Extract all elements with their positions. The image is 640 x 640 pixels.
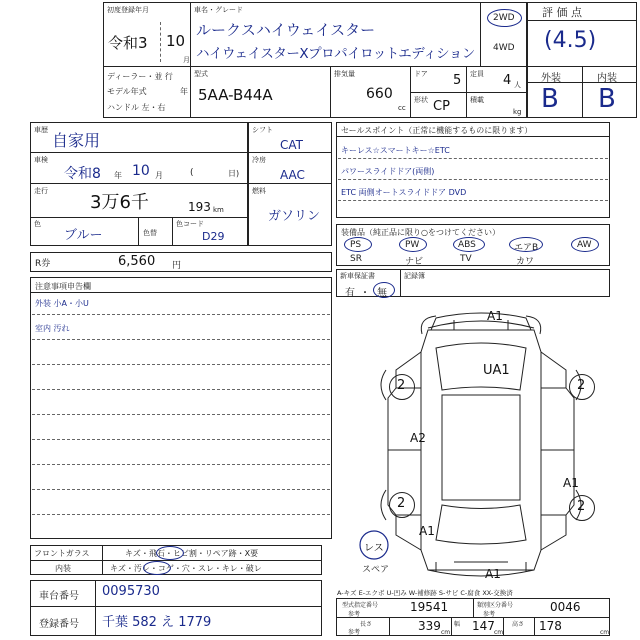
sales-points-title: セールスポイント（正常に機能するものに限ります） [341,126,533,135]
shape: CP [433,99,450,114]
mileage-main: 3万6千 [90,192,149,213]
first-reg-label: 初度登録年月 [107,6,149,14]
spare-label: レス [364,543,384,554]
drive-4wd: 4WD [493,43,515,53]
color: ブルー [64,228,103,243]
ac: AAC [280,168,305,182]
usage: 自家用 [52,131,101,150]
score-label: 評 価 点 [542,6,582,19]
car-name-label: 車名・グレード [194,6,243,14]
mark-right-front: 2 [577,378,586,393]
mark-roof-ua1: UA1 [483,363,510,378]
mark-left-rear: 2 [397,496,406,511]
drive-2wd: 2WD [493,13,515,23]
mark-front-a1: A1 [487,309,503,323]
shift: CAT [280,138,303,152]
notes-title: 注意事項申告欄 [35,282,91,291]
legend-text: A-キズ E-エクボ U-凹み W-補修跡 S-サビ C-腐食 XX-交換済 [337,589,513,597]
equipment-title: 装備品（純正品に限り○をつけてください） [341,228,500,237]
mark-left-front: 2 [397,378,406,393]
inspection-month: 10 [132,163,150,179]
drive-2wd-circle [487,9,522,27]
mileage-sub: 193 [188,200,211,214]
exterior-grade: B [541,84,559,114]
equip-pw: PW [405,240,420,250]
mark-rear-left-a1: A1 [419,524,435,538]
interior-grade: B [598,84,616,114]
sales-point-1: キーレス☆スマートキー☆ETC [341,146,450,155]
model-code: 5AA-B44A [198,86,273,104]
note-line-2: 室内 汚れ [35,324,70,333]
type-cert-number: 19541 [410,600,449,614]
capacity: 4 [503,73,512,88]
mark-left-a2: A2 [410,431,426,445]
width: 147 [472,619,495,633]
equip-aw: AW [577,240,592,250]
first-reg-era: 令和3 [108,34,148,52]
mark-right-a1: A1 [563,476,579,490]
displacement: 660 [366,86,393,102]
plate-number: 千葉 582 え 1779 [102,615,212,630]
equip-sr: SR [350,254,362,264]
mark-rear-a1: A1 [485,567,501,581]
class-number: 0046 [550,600,581,614]
equip-tv: TV [460,254,472,264]
warranty-no: 無 [377,288,387,299]
recycle-amount: 6,560 [118,254,156,269]
inspection-era: 令和8 [64,166,101,182]
color-code: D29 [202,230,225,243]
equip-leather: カワ [516,257,535,267]
car-name: ルークスハイウェイスター [196,21,376,39]
sales-point-3: ETC 両側オートスライドドア DVD [341,188,467,197]
first-reg-month: 10 [166,32,186,50]
equip-ps: PS [350,240,362,250]
mark-right-rear: 2 [577,499,586,514]
chassis-number: 0095730 [102,584,160,599]
sales-point-2: パワースライドドア(両側) [341,167,435,176]
spare-text: スペア [362,565,390,575]
equip-navi: ナビ [405,257,424,267]
height: 178 [539,619,562,633]
notes-panel [30,277,332,539]
doors: 5 [453,73,462,88]
score-value: (4.5) [544,28,597,53]
fuel: ガソリン [268,209,321,224]
length: 339 [418,619,441,633]
equip-abs: ABS [458,240,476,250]
note-line-1: 外装 小A・小U [35,299,89,308]
equip-airbag: エアB [514,243,539,253]
grade: ハイウェイスターXプロパイロットエディション [196,46,475,62]
